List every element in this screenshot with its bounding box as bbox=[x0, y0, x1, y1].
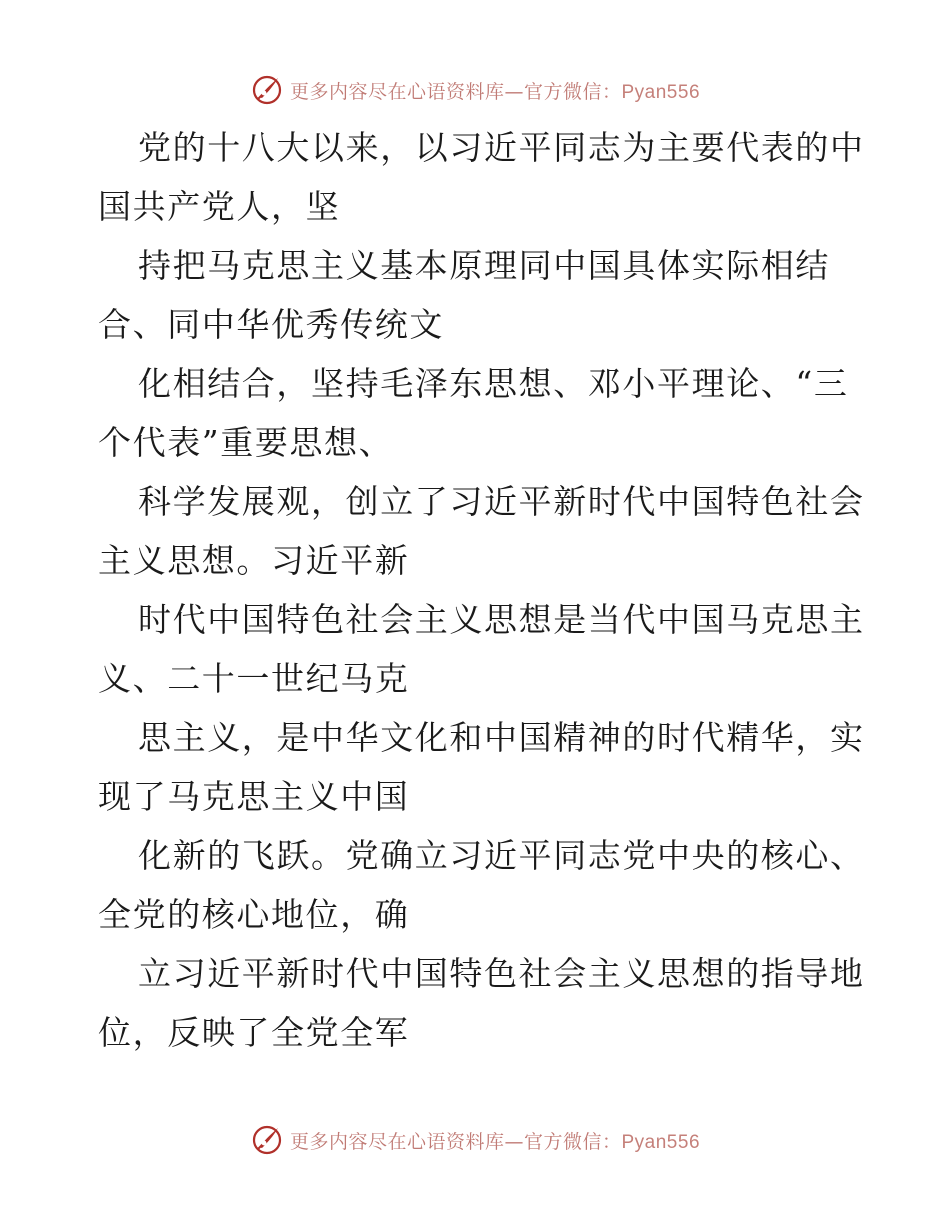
body-line: 时代中国特色社会主义思想是当代中国马克思主 bbox=[138, 600, 865, 639]
watermark-wechat-label: 官方微信： bbox=[523, 1130, 622, 1153]
quill-seal-icon bbox=[250, 1123, 284, 1157]
footer-watermark bbox=[0, 1120, 950, 1160]
watermark-brand: 更多内容尽在心语资料库 bbox=[289, 1130, 505, 1153]
document-body bbox=[98, 118, 865, 1062]
body-line: 科学发展观，创立了习近平新时代中国特色社会 bbox=[138, 482, 865, 521]
watermark-wechat-id: Pyan556 bbox=[621, 81, 701, 103]
watermark-text bbox=[290, 1127, 700, 1154]
body-line: 全党的核心地位，确 bbox=[98, 895, 410, 934]
body-line: 位，反映了全党全军 bbox=[98, 1013, 410, 1052]
body-line: 化相结合，坚持毛泽东思想、邓小平理论、“三 bbox=[138, 364, 849, 403]
watermark-text bbox=[290, 77, 700, 104]
quill-seal-icon bbox=[250, 73, 284, 107]
body-line: 立习近平新时代中国特色社会主义思想的指导地 bbox=[138, 954, 865, 993]
body-line: 化新的飞跃。党确立习近平同志党中央的核心、 bbox=[138, 836, 865, 875]
body-line: 党的十八大以来，以习近平同志为主要代表的中 bbox=[138, 128, 865, 167]
body-line: 义、二十一世纪马克 bbox=[98, 659, 410, 698]
watermark-dash: — bbox=[504, 80, 524, 103]
body-line: 合、同中华优秀传统文 bbox=[98, 305, 444, 344]
body-line: 国共产党人，坚 bbox=[98, 187, 341, 226]
watermark-dash: — bbox=[504, 1130, 524, 1153]
body-line: 思主义，是中华文化和中国精神的时代精华，实 bbox=[138, 718, 865, 757]
body-line: 个代表”重要思想、 bbox=[98, 423, 394, 462]
body-line: 持把马克思主义基本原理同中国具体实际相结 bbox=[138, 246, 830, 285]
watermark-wechat-id: Pyan556 bbox=[621, 1131, 701, 1153]
watermark-wechat-label: 官方微信： bbox=[523, 80, 622, 103]
watermark-brand: 更多内容尽在心语资料库 bbox=[289, 80, 505, 103]
body-line: 主义思想。习近平新 bbox=[98, 541, 410, 580]
body-line: 现了马克思主义中国 bbox=[98, 777, 410, 816]
header-watermark bbox=[0, 70, 950, 110]
